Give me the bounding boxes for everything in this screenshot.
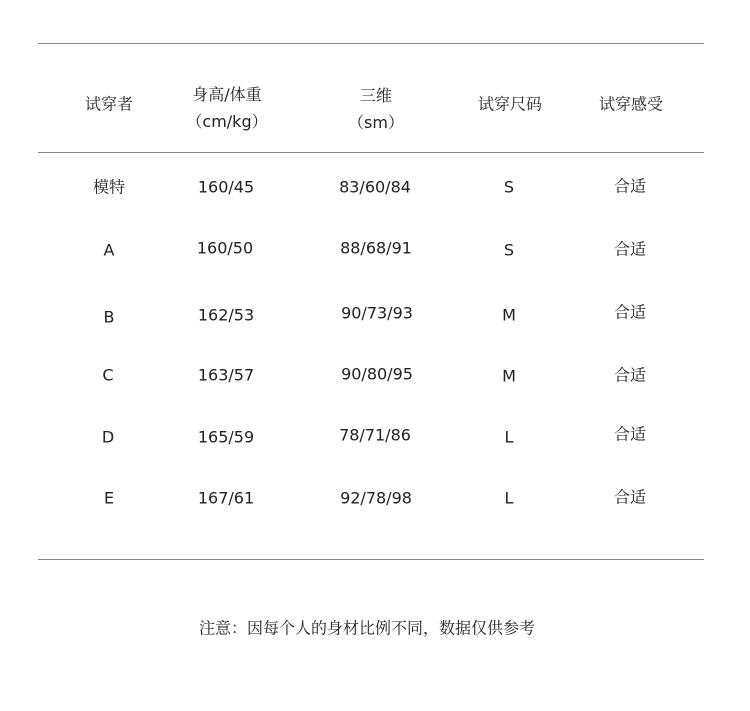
header-height-weight: 身高/体重 （cm/kg） [186, 85, 268, 131]
row-5-height-weight: 167/61 [197, 488, 255, 508]
row-0-tester: 模特 [92, 177, 126, 197]
row-0-height-weight: 160/45 [197, 177, 255, 197]
row-2-height-weight: 162/53 [197, 305, 255, 325]
row-1-height-weight: 160/50 [196, 238, 254, 258]
header-measurements: 三维 （sm） [348, 86, 404, 132]
row-2-feeling: 合适 [613, 302, 647, 322]
row-0-measurements: 83/60/84 [339, 177, 411, 197]
table-bottom-rule [38, 559, 704, 560]
row-2-tester: B [103, 307, 115, 327]
row-4-height-weight: 165/59 [197, 427, 255, 447]
row-5-tester: E [103, 488, 115, 508]
row-4-measurements: 78/71/86 [339, 425, 411, 445]
header-feeling: 试穿感受 [598, 94, 664, 114]
row-5-size: L [504, 488, 514, 508]
row-2-measurements: 90/73/93 [341, 303, 413, 323]
header-size: 试穿尺码 [477, 94, 543, 114]
row-4-size: L [504, 427, 514, 447]
row-3-size: M [502, 366, 516, 386]
header-divider-rule [38, 152, 704, 153]
row-3-tester: C [102, 365, 114, 385]
row-4-tester: D [101, 427, 115, 447]
disclaimer-note: 注意：因每个人的身材比例不同，数据仅供参考 [198, 618, 536, 638]
row-3-feeling: 合适 [613, 365, 647, 385]
row-1-tester: A [103, 240, 115, 260]
row-5-feeling: 合适 [613, 487, 647, 507]
row-2-size: M [502, 305, 516, 325]
header-tester: 试穿者 [84, 94, 134, 114]
row-1-feeling: 合适 [613, 239, 647, 259]
row-3-height-weight: 163/57 [197, 365, 255, 385]
table-top-rule [38, 43, 704, 44]
row-1-measurements: 88/68/91 [340, 238, 412, 258]
row-4-feeling: 合适 [613, 424, 647, 444]
row-1-size: S [503, 240, 515, 260]
row-5-measurements: 92/78/98 [340, 488, 412, 508]
row-3-measurements: 90/80/95 [341, 364, 413, 384]
row-0-size: S [503, 177, 515, 197]
row-0-feeling: 合适 [613, 176, 647, 196]
